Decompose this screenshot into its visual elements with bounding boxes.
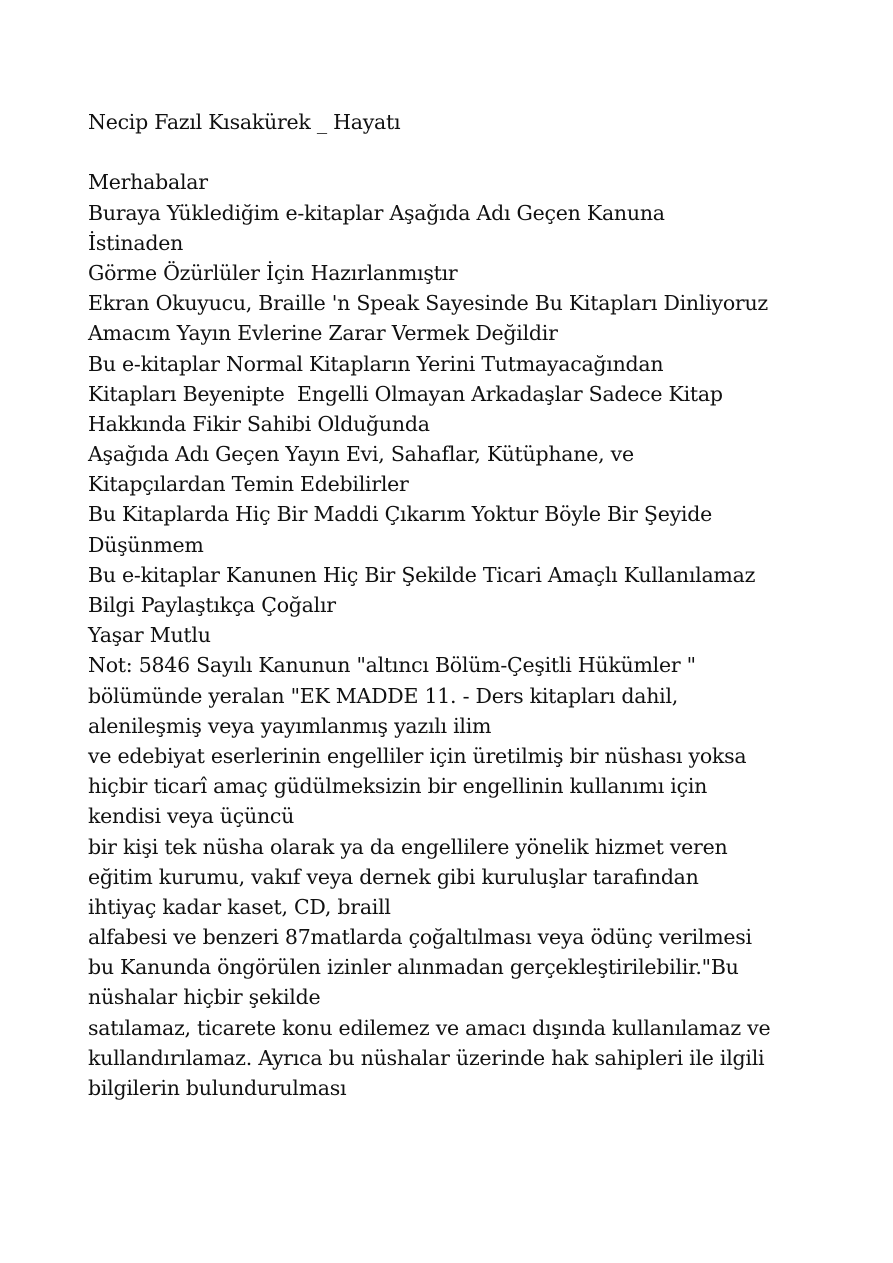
text-line: Düşünmem: [88, 532, 204, 557]
text-line: Hakkında Fikir Sahibi Olduğunda: [88, 411, 430, 436]
text-line: satılamaz, ticarete konu edilemez ve amacı dışında kullanılamaz ve: [88, 1015, 771, 1040]
text-line: bilgilerin bulundurulması: [88, 1076, 347, 1100]
text-line: ve edebiyat eserlerinin engelliler için üretilmiş bir nüshası yoksa: [88, 743, 747, 768]
text-line: Ekran Okuyucu, Braille 'n Speak Sayesinde Bu Kitapları Dinliyoruz: [88, 291, 768, 316]
text-line: eğitim kurumu, vakıf veya dernek gibi kuruluşlar tarafından: [88, 864, 699, 889]
text-line: İstinaden: [88, 230, 184, 255]
text-line: Görme Özürlüler İçin Hazırlanmıştır: [88, 260, 458, 285]
text-line: Bu Kitaplarda Hiç Bir Maddi Çıkarım Yoktur Böyle Bir Şeyide: [88, 502, 712, 527]
text-line: Kitapçılardan Temin Edebilirler: [88, 472, 409, 497]
text-line: Amacım Yayın Evlerine Zarar Vermek Değildir: [88, 321, 558, 346]
text-line: kendisi veya üçüncü: [88, 804, 295, 829]
text-line: ihtiyaç kadar kaset, CD, braill: [88, 894, 391, 919]
text-line: Kitapları Beyenipte Engelli Olmayan Arkadaşlar Sadece Kitap: [88, 381, 723, 406]
text-line: Merhabalar: [88, 170, 208, 195]
text-line: Yaşar Mutlu: [88, 623, 211, 648]
text-line: Bu e-kitaplar Kanunen Hiç Bir Şekilde Ticari Amaçlı Kullanılamaz: [88, 562, 756, 587]
text-line: bölümünde yeralan "EK MADDE 11. - Ders kitapları dahil,: [88, 683, 679, 708]
text-line: bir kişi tek nüsha olarak ya da engellilere yönelik hizmet veren: [88, 834, 728, 859]
document-body: [88, 107, 878, 1103]
text-line: nüshalar hiçbir şekilde: [88, 985, 321, 1010]
text-line: Buraya Yüklediğim e-kitaplar Aşağıda Adı Geçen Kanuna: [88, 200, 665, 225]
text-line: hiçbir ticarî amaç güdülmeksizin bir engellinin kullanımı için: [88, 774, 708, 799]
text-line: Bilgi Paylaştıkça Çoğalır: [88, 593, 336, 617]
text-line: alfabesi ve benzeri 87matlarda çoğaltılması veya ödünç verilmesi: [88, 925, 752, 950]
text-line: bu Kanunda öngörülen izinler alınmadan gerçekleştirilebilir."Bu: [88, 955, 739, 980]
text-line: kullandırılamaz. Ayrıca bu nüshalar üzerinde hak sahipleri ile ilgili: [88, 1045, 765, 1070]
document-title: Necip Fazıl Kısakürek _ Hayatı: [88, 110, 401, 134]
text-line: Not: 5846 Sayılı Kanunun "altıncı Bölüm-Çeşitli Hükümler ": [88, 653, 696, 678]
text-line: Aşağıda Adı Geçen Yayın Evi, Sahaflar, Kütüphane, ve: [88, 442, 634, 467]
text-line: alenileşmiş veya yayımlanmış yazılı ilim: [88, 713, 492, 738]
text-line: Bu e-kitaplar Normal Kitapların Yerini Tutmayacağından: [88, 351, 664, 376]
